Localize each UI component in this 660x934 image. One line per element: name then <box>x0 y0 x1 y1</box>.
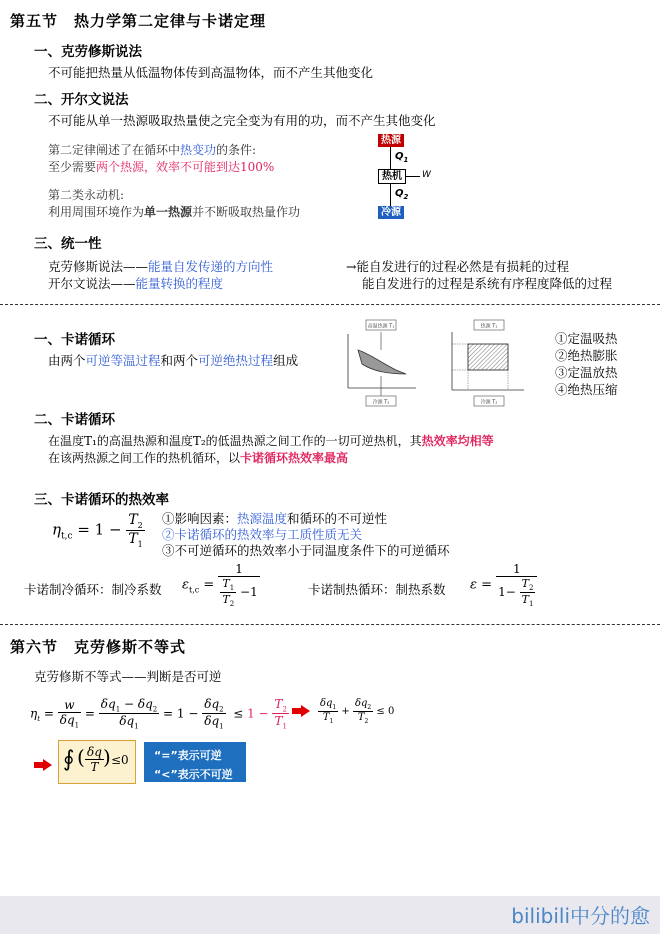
carnot2-line2-red: 卡诺循环热效率最高 <box>240 451 349 465</box>
factor-1-post: 和循环的不可逆性 <box>287 511 388 526</box>
condition-line2 <box>48 158 274 175</box>
carnot-steps <box>555 330 618 398</box>
carnot2-heading: 二、卡诺循环 <box>34 412 115 428</box>
unity-row2 <box>48 274 223 292</box>
t1-symbol: T <box>128 530 138 547</box>
unity-heading: 三、统一性 <box>34 236 102 252</box>
section6-title: 第六节 克劳修斯不等式 <box>10 638 187 656</box>
eta-sub: t,c <box>61 531 73 542</box>
carnot-blue2: 可逆绝热过程 <box>198 353 274 368</box>
q1-symbol: Q <box>395 151 404 162</box>
engine-box: 热机 <box>378 169 406 184</box>
formula-one: 1 <box>94 520 105 539</box>
carnot2-line2 <box>48 449 348 466</box>
kelvin-text: 不可能从单一热源吸取热量使之完全变为有用的功，而不产生其他变化 <box>48 113 436 128</box>
section6-subtitle: 克劳修斯不等式——判断是否可逆 <box>34 669 222 684</box>
clausius-heading: 一、克劳修斯说法 <box>34 44 142 60</box>
ts-diagram <box>444 318 528 410</box>
unity-right2: 能自发进行的过程是系统有序程度降低的过程 <box>362 276 613 291</box>
q2-sub: 2 <box>403 193 409 201</box>
unity-right1: →能自发进行的过程必然是有损耗的过程 <box>346 259 569 274</box>
carnot2-line1 <box>48 432 494 449</box>
condition-post: 的条件: <box>216 143 257 157</box>
condition-pre: 第二定律阐述了在循环中 <box>48 143 181 157</box>
heat-cop-formula: ε = 1 1− $\frac{T_2}{T_1}$ <box>470 562 537 608</box>
pv-diagram <box>340 318 420 410</box>
condition-line2-pre: 至少需要 <box>48 160 97 174</box>
condition-line2-red: 两个热源，效率不可能到达100% <box>96 160 275 174</box>
carnot-mid: 和两个 <box>160 353 199 368</box>
carnot2-line1-pre: 在温度T₁的高温热源和温度T₂的低温热源之间工作的一切可逆热机，其 <box>48 434 422 448</box>
kelvin-heading: 二、开尔文说法 <box>34 92 129 108</box>
factor-1-pre: ①影响因素： <box>162 511 238 526</box>
carnot2-line2-pre: 在该两热源之间工作的热机循环，以 <box>48 451 241 465</box>
carnot-pre: 由两个 <box>48 353 86 368</box>
clausius-text: 不可能把热量从低温物体传到高温物体，而不产生其他变化 <box>48 65 374 80</box>
t2-sub: 2 <box>137 520 143 530</box>
work-arrow <box>406 176 420 177</box>
divider-1 <box>0 304 660 305</box>
t-ratio-fraction <box>126 512 144 549</box>
less-irreversible-label: “<”表示不可逆 <box>154 768 233 781</box>
unity-row1 <box>48 257 273 275</box>
work-label: W <box>422 170 431 180</box>
carnot2-line1-red: 热效率均相等 <box>421 434 494 448</box>
perpetual-text <box>48 203 300 220</box>
red-arrow-icon <box>292 702 310 714</box>
t2-symbol: T <box>128 512 138 528</box>
ts-cold-label: 冷源 T₂ <box>480 399 498 406</box>
divider-2 <box>0 624 660 625</box>
cold-source-box: 冷源 <box>378 206 404 219</box>
carnot3-heading: 三、卡诺循环的热效率 <box>34 492 169 508</box>
pv-cold-label: 冷源 T₂ <box>372 399 390 406</box>
carnot-step-2: ②绝热膨胀 <box>555 348 618 363</box>
unity-row2-blue: 能量转换的程度 <box>135 276 224 291</box>
unity-row1-label: 克劳修斯说法—— <box>48 259 149 274</box>
q2-label <box>395 188 408 201</box>
efficiency-factors <box>162 511 450 559</box>
clausius-inequality-chain: $\eta_t$ = $\frac{w}{\delta q_1}$ = $\frac{\delta q_1 - \delta q_2}{\delta q_1}$ = 1 − $\frac{\delta q_2}{\delta q_1}$ ≤ 1 − $\frac{T_2}{T_1}$ <box>30 697 287 731</box>
red-arrow-icon-2 <box>34 756 52 768</box>
carnot-step-4: ④绝热压缩 <box>555 382 618 397</box>
q2-symbol: Q <box>395 188 404 199</box>
condition-keyword: 热变功 <box>180 143 217 157</box>
factor-2: ②卡诺循环的热效率与工质性质无关 <box>162 527 363 542</box>
perpetual-pre: 利用周围环境作为 <box>48 205 145 219</box>
equal-reversible-label: “=”表示可逆 <box>154 749 222 762</box>
bilibili-logo: bilibili中分的愈 <box>511 904 650 928</box>
q1-label <box>395 151 408 164</box>
refrig-cop-formula: $\varepsilon_{t,c}$ = 1 $\frac{T_1}{T_2}$ −1 <box>182 562 258 609</box>
t1-sub: 1 <box>137 539 143 549</box>
reversibility-legend <box>144 742 246 782</box>
hot-source-box: 热源 <box>378 134 404 147</box>
carnot-efficiency-formula: $\eta_{t,c} = 1$ − $\frac{T_2}{T_1}$ <box>52 512 143 549</box>
perpetual-title: 第二类永动机: <box>48 188 125 202</box>
ts-hot-label: 热源 T₁ <box>480 323 498 330</box>
cyclic-integral-box: ∮ ( $\frac{\delta q}{T}$ ) ≤0 <box>58 740 136 784</box>
carnot-text <box>48 351 298 369</box>
heat-engine-diagram <box>370 134 440 224</box>
eta-symbol: η <box>52 520 61 539</box>
pv-hot-label: 高温热源 T₁ <box>367 323 395 330</box>
factor-3: ③不可逆循环的热效率小于同温度条件下的可逆循环 <box>162 543 450 558</box>
heat-cop-label: 卡诺制热循环：制热系数 <box>308 582 446 597</box>
condition-line1 <box>48 141 256 158</box>
unity-row1-blue: 能量自发传递的方向性 <box>148 259 274 274</box>
unity-row2-label: 开尔文说法—— <box>48 276 136 291</box>
factor-1-blue: 热源温度 <box>237 511 288 526</box>
perpetual-bold: 单一热源 <box>144 205 193 219</box>
q1-sub: 1 <box>403 156 409 164</box>
factor-1 <box>162 511 450 527</box>
perpetual-post: 并不断吸取热量作功 <box>192 205 301 219</box>
carnot-heading: 一、卡诺循环 <box>34 332 115 348</box>
carnot-blue1: 可逆等温过程 <box>85 353 161 368</box>
carnot-step-3: ③定温放热 <box>555 365 618 380</box>
section5-title: 第五节 热力学第二定律与卡诺定理 <box>10 12 267 30</box>
carnot-post: 组成 <box>273 353 299 368</box>
result-inequality: $\frac{\delta q_1}{T_1}$ + $\frac{\delta q_2}{T_2}$ ≤ 0 <box>320 698 395 725</box>
refrig-cop-label: 卡诺制冷循环：制冷系数 <box>24 582 162 597</box>
carnot-step-1: ①定温吸热 <box>555 331 618 346</box>
